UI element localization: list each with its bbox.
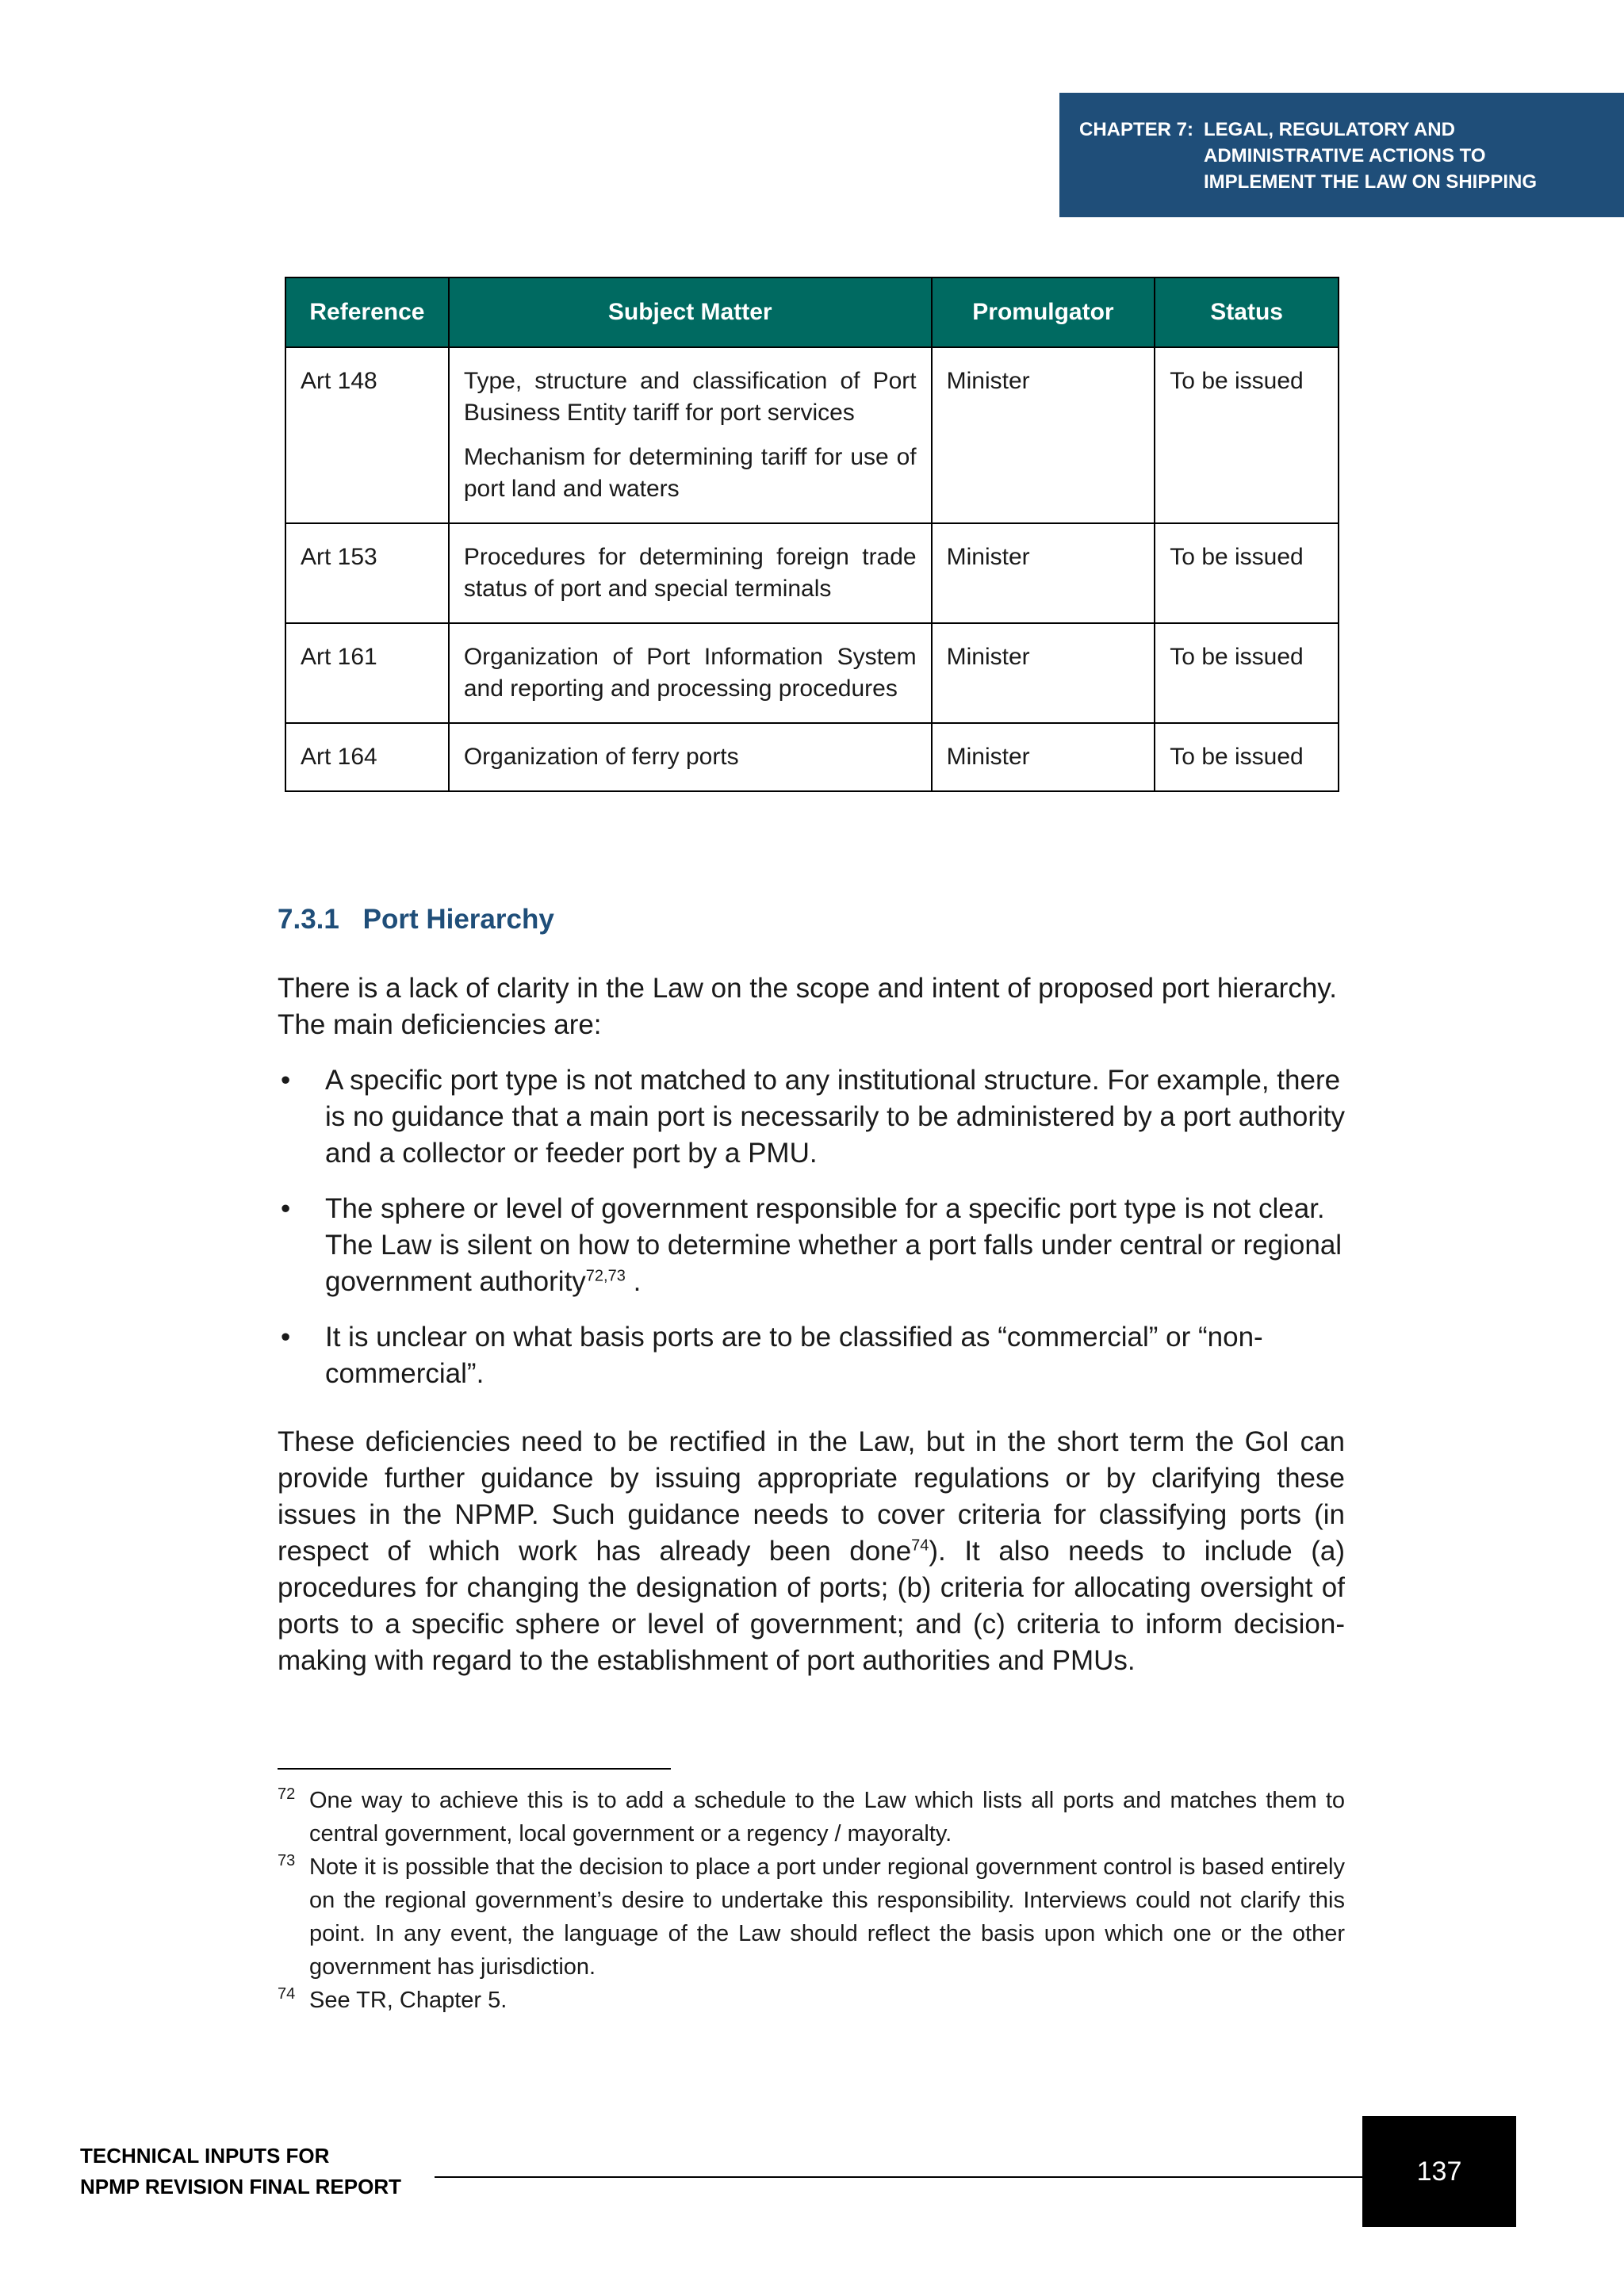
table-row	[285, 523, 1339, 623]
closing-text: These deficiencies need to be rectified in the Law, but in the short term the GoI can provide further guidance by issuing appropriate regulations or by clarifying these issues in the NPMP. Such guidance needs to cover criteria for classifying ports (in respect of which work has already been done	[278, 1426, 1345, 1567]
chapter-title	[1204, 117, 1616, 195]
footnote-73	[278, 1850, 1345, 1984]
bullet-icon: •	[281, 1065, 291, 1096]
cell-promulgator: Minister	[932, 523, 1155, 623]
footer-line: TECHNICAL INPUTS FOR	[80, 2144, 330, 2168]
subject-text: Organization of ferry ports	[463, 744, 739, 770]
footer-divider	[435, 2176, 1362, 2178]
table-row	[285, 723, 1339, 791]
cell-reference: Art 148	[285, 347, 449, 523]
footnote-number: 74	[278, 1985, 296, 2003]
list-item	[278, 1319, 1345, 1392]
footnote-ref[interactable]: 72,73	[585, 1267, 626, 1285]
chapter-title-line: LEGAL, REGULATORY AND	[1204, 119, 1455, 140]
footnote-text: One way to achieve this is to add a schedule to the Law which lists all ports and matches them to central government, local government or a regency / mayoralty.	[309, 1788, 1345, 1846]
cell-status: To be issued	[1155, 347, 1339, 523]
list-item-text: It is unclear on what basis ports are to be classified as “commercial” or “non-commercial”.	[325, 1322, 1263, 1389]
cell-status: To be issued	[1155, 623, 1339, 723]
intro-paragraph: There is a lack of clarity in the Law on the scope and intent of proposed port hierarchy. The main deficiencies are:	[278, 973, 1337, 1040]
list-item	[278, 1191, 1345, 1300]
cell-reference: Art 164	[285, 723, 449, 791]
list-item-text: The sphere or level of government responsible for a specific port type is not clear. The Law is silent on how to determine whether a port falls under central or regional government authority	[325, 1193, 1342, 1297]
page-number: 137	[1362, 2116, 1516, 2227]
col-header-subject: Subject Matter	[449, 277, 932, 347]
cell-subject	[449, 723, 932, 791]
footnote-divider	[278, 1768, 671, 1770]
cell-subject	[449, 523, 932, 623]
subject-text: Organization of Port Information System and reporting and processing procedures	[463, 644, 917, 702]
table-header-row	[285, 277, 1339, 347]
chapter-header	[1059, 93, 1624, 217]
cell-promulgator: Minister	[932, 723, 1155, 791]
closing-paragraph	[278, 1424, 1345, 1679]
footer-report-title	[80, 2141, 401, 2202]
footnote-72	[278, 1784, 1345, 1850]
bullet-icon: •	[281, 1322, 291, 1353]
list-item	[278, 1062, 1345, 1172]
subject-text: Procedures for determining foreign trade status of port and special terminals	[463, 544, 917, 602]
deficiencies-list	[278, 1062, 1345, 1411]
section-heading	[278, 904, 554, 936]
cell-promulgator: Minister	[932, 347, 1155, 523]
cell-subject	[449, 347, 932, 523]
footnote-text: See TR, Chapter 5.	[309, 1988, 508, 2013]
list-item-text: A specific port type is not matched to any institutional structure. For example, there is no guidance that a main port is necessarily to be administered by a port authority and a collector or feeder port by a PMU.	[325, 1065, 1345, 1169]
cell-promulgator: Minister	[932, 623, 1155, 723]
list-item-text-tail: .	[625, 1266, 642, 1297]
footer-line: NPMP REVISION FINAL REPORT	[80, 2175, 401, 2198]
table-row	[285, 623, 1339, 723]
col-header-promulgator: Promulgator	[932, 277, 1155, 347]
cell-status: To be issued	[1155, 523, 1339, 623]
chapter-label: CHAPTER 7:	[1079, 119, 1194, 140]
footnote-ref[interactable]: 74	[911, 1536, 929, 1555]
footnote-number: 72	[278, 1785, 296, 1803]
chapter-title-line: IMPLEMENT THE LAW ON SHIPPING	[1204, 171, 1538, 193]
cell-reference: Art 153	[285, 523, 449, 623]
bullet-icon: •	[281, 1193, 291, 1224]
cell-reference: Art 161	[285, 623, 449, 723]
col-header-status: Status	[1155, 277, 1339, 347]
cell-status: To be issued	[1155, 723, 1339, 791]
section-title: Port Hierarchy	[362, 904, 554, 935]
table-row	[285, 347, 1339, 523]
footnote-74	[278, 1984, 1345, 2017]
footnotes	[278, 1784, 1345, 2017]
subject-text: Type, structure and classification of Port Business Entity tariff for port services	[463, 368, 917, 426]
section-number: 7.3.1	[278, 904, 339, 935]
cell-subject	[449, 623, 932, 723]
footnote-text: Note it is possible that the decision to place a port under regional government control is based entirely on the regional government’s desire to undertake this responsibility. Interviews could not clarify this point. In any event, the language of the Law should reflect the basis upon which one or the other government has jurisdiction.	[309, 1854, 1345, 1980]
subject-text: Mechanism for determining tariff for use of port land and waters	[463, 444, 917, 502]
regulations-table	[285, 277, 1339, 792]
col-header-reference: Reference	[285, 277, 449, 347]
footnote-number: 73	[278, 1852, 296, 1869]
closing-text: ). It also needs to include (a) procedures for changing the designation of ports; (b) criteria for allocating oversight of ports to a specific sphere or level of government; and (c) criteria to inform decision-making with regard to the establishment of port authorities and PMUs.	[278, 1536, 1345, 1676]
chapter-title-line: ADMINISTRATIVE ACTIONS TO	[1204, 145, 1486, 166]
